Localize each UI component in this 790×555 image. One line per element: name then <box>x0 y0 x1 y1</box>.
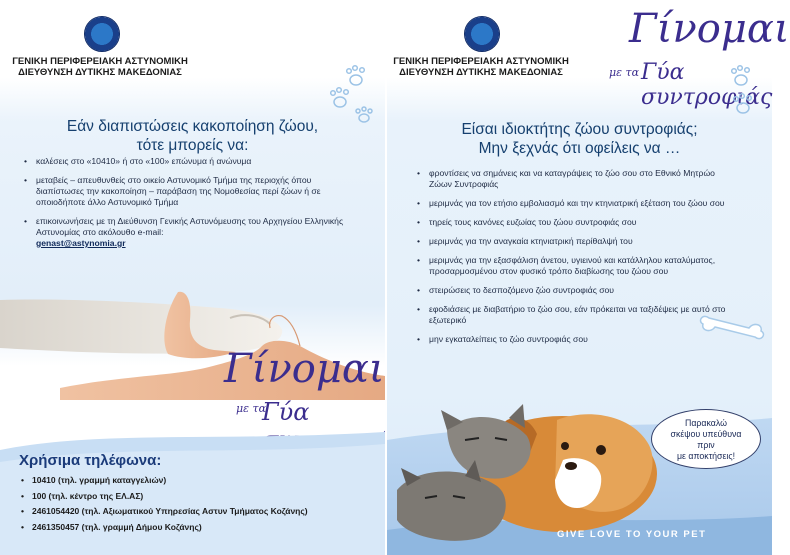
bubble-line-4: με αποκτήσεις! <box>676 451 736 461</box>
bubble-line-2: σκέψου υπεύθυνα <box>670 429 742 439</box>
agency-header <box>381 56 581 78</box>
list-item: • μεριμνάς για την εξασφάλιση άνετου, υγιεινού και κατάλληλου καταλύματος, προσαρμοσμένου στον φυσικό τρόπο διαβίωσης του ζώου σου <box>415 255 735 277</box>
police-emblem-icon <box>84 16 120 52</box>
speech-bubble <box>651 409 761 469</box>
left-heading-line-2: τότε μπορείς να: <box>136 137 249 154</box>
useful-phones-title: Χρήσιμα τηλέφωνα: <box>19 452 162 469</box>
list-item: • στειρώσεις το δεσποζόμενο ζώο συντροφιάς σου <box>415 285 735 296</box>
abuse-action-list <box>22 156 360 249</box>
bubble-line-1: Παρακαλώ <box>684 418 728 428</box>
right-panel <box>387 0 790 555</box>
phone-item: • 10410 (τηλ. γραμμή καταγγελιών) <box>20 475 308 485</box>
list-item: • μεριμνάς για την αναγκαία κτηνιατρική περίθαλψή του <box>415 236 735 247</box>
left-heading <box>0 117 385 155</box>
owner-duties-list <box>415 168 735 353</box>
list-item: • τηρείς τους κανόνες ευζωίας του ζώου συντροφιάς σου <box>415 217 735 228</box>
script-title-big: Γίνομαι <box>629 6 790 52</box>
list-item <box>22 216 360 249</box>
list-item: • φροντίσεις να σημάνεις και να καταγράψεις το ζώο σου στο Εθνικό Μητρώο Ζώων Συντροφιάς <box>415 168 735 190</box>
bubble-line-3: πριν <box>697 440 715 450</box>
slogan-text: GIVE LOVE TO YOUR PET <box>557 529 707 540</box>
agency-line-1: ΓΕΝΙΚΗ ΠΕΡΙΦΕΡΕΙΑΚΗ ΑΣΤΥΝΟΜΙΚΗ <box>393 56 569 67</box>
right-heading-line-2: Μην ξεχνάς ότι οφείλεις να … <box>478 140 681 157</box>
agency-line-1: ΓΕΝΙΚΗ ΠΕΡΙΦΕΡΕΙΑΚΗ ΑΣΤΥΝΟΜΙΚΗ <box>12 56 188 67</box>
phone-list <box>20 475 308 537</box>
phone-item: • 2461054420 (τηλ. Αξιωματικού Υπηρεσίας Αστυν Τμήματος Κοζάνης) <box>20 506 308 516</box>
bone-icon <box>697 300 767 340</box>
list-item-text: επικοινωνήσεις με τη Διεύθυνση Γενικής Αστυνόμευσης του Αρχηγείου Ελληνικής Αστυνομίας στο ακόλουθο e-mail: <box>36 216 344 237</box>
right-heading-line-1: Είσαι ιδιοκτήτης ζώου συντροφιάς; <box>461 121 698 138</box>
list-item: • εφοδιάσεις με διαβατήριο το ζώο σου, εάν πρόκειται να ταξιδέψεις με αυτό στο εξωτερικό <box>415 304 735 326</box>
agency-line-2: ΔΙΕΥΘΥΝΣΗ ΔΥΤΙΚΗΣ ΜΑΚΕΔΟΝΙΑΣ <box>18 67 182 78</box>
list-item: • μεριμνάς για τον ετήσιο εμβολιασμό και την κτηνιατρική εξέταση του ζώου σου <box>415 198 735 209</box>
phone-item: • 2461350457 (τηλ. γραμμή Δήμου Κοζάνης) <box>20 522 308 532</box>
list-item: • καλέσεις στο «10410» ή στο «100» επώνυμα ή ανώνυμα <box>22 156 360 167</box>
list-item: • μεταβείς – απευθυνθείς στο οικείο Αστυνομικό Τμήμα της περιοχής όπου διαπίστωσες την κακοποίηση – παράβαση της Νομοθεσίας περί ζώων ή σε οποιοδήποτε άλλο Αστυνομικό Τμήμα <box>22 175 360 208</box>
script-title-rest: Γύα <box>262 398 310 426</box>
list-item: • μην εγκαταλείπεις το ζώο συντροφιάς σου <box>415 334 735 345</box>
script-title-small: με τα <box>609 66 640 79</box>
agency-line-2: ΔΙΕΥΘΥΝΣΗ ΔΥΤΙΚΗΣ ΜΑΚΕΔΟΝΙΑΣ <box>399 67 563 78</box>
phone-item: • 100 (τηλ. κέντρο της ΕΛ.ΑΣ) <box>20 491 308 501</box>
agency-header <box>0 56 200 78</box>
script-title-big: Γίνομαι <box>224 346 385 392</box>
script-title-small: με τα <box>236 402 267 415</box>
script-title-rest: Γύα συντροφιάς <box>641 60 773 110</box>
police-emblem-icon <box>464 16 500 52</box>
paw-prints-icon <box>713 62 768 122</box>
left-heading-line-1: Εάν διαπιστώσεις κακοποίηση ζώου, <box>66 118 319 135</box>
left-panel <box>0 0 385 555</box>
email-link[interactable]: genast@astynomia.gr <box>36 238 126 248</box>
right-heading <box>387 120 772 158</box>
